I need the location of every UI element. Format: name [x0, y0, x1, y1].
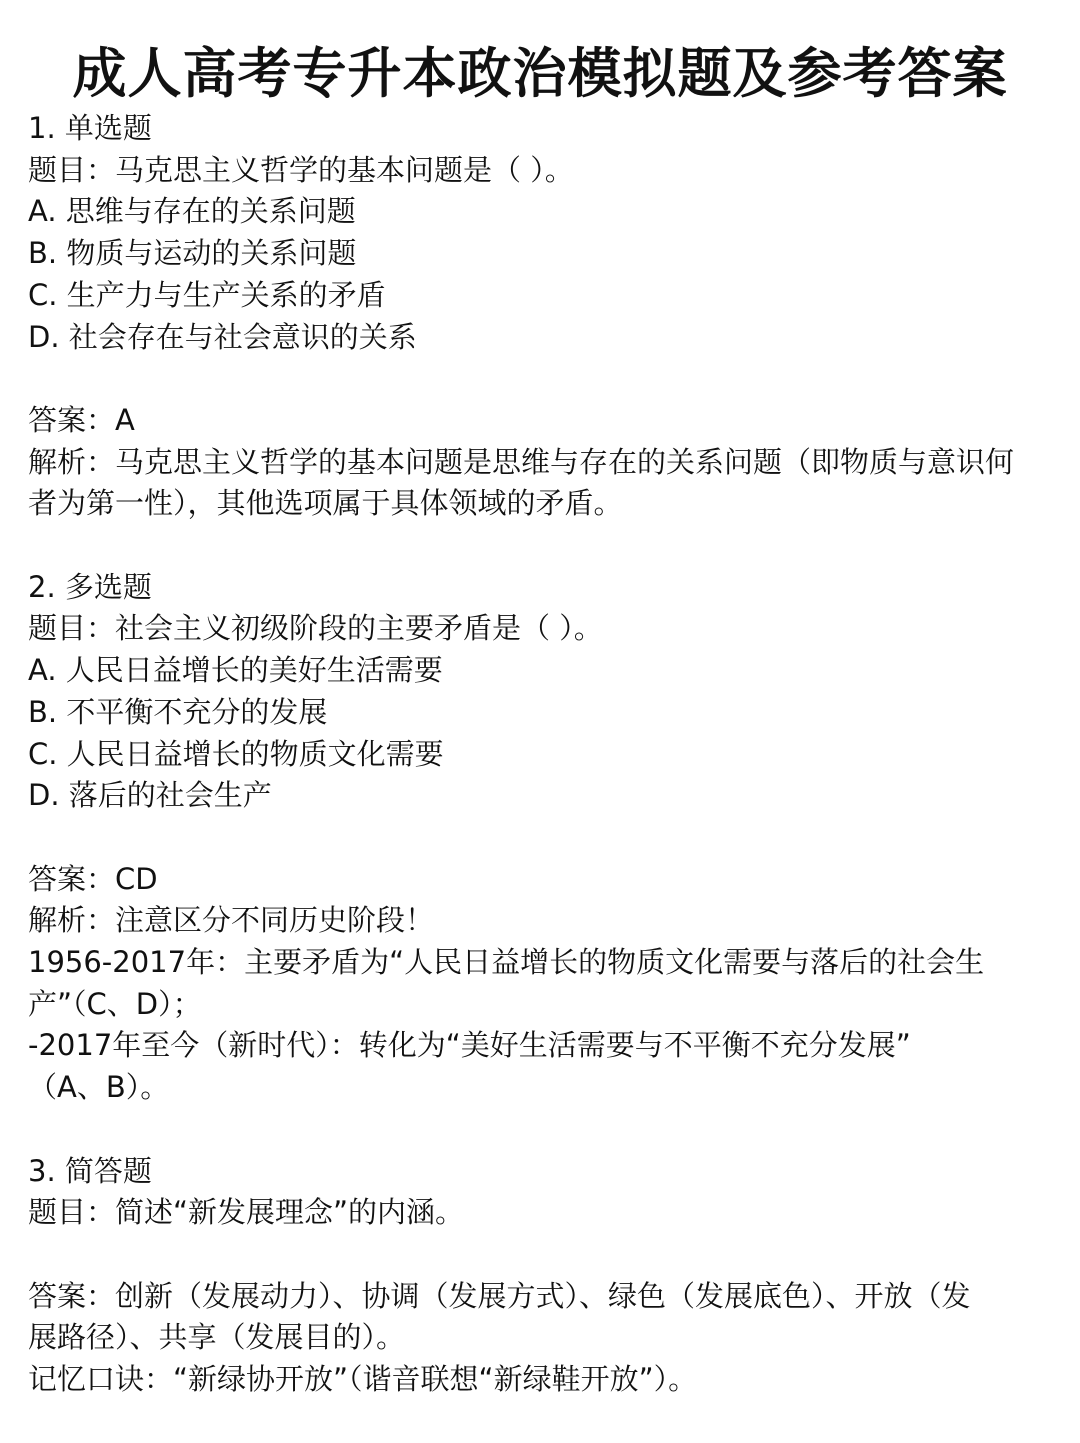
option-d: D. 社会存在与社会意识的关系	[28, 319, 417, 354]
answer-line: 展路径）、共享（发展目的）。	[28, 1320, 406, 1355]
question-2	[28, 567, 1058, 1109]
analysis-line: -2017年至今（新时代）：转化为“美好生活需要与不平衡不充分发展”	[28, 1028, 911, 1063]
spacer	[28, 525, 1058, 567]
option-b: B. 不平衡不充分的发展	[28, 694, 328, 729]
option-a: A. 思维与存在的关系问题	[28, 194, 356, 229]
question-3	[28, 1151, 1058, 1401]
option-d: D. 落后的社会生产	[28, 778, 272, 813]
spacer	[28, 1234, 1058, 1276]
spacer	[28, 358, 1058, 400]
answer-line: 答案：A	[28, 402, 135, 437]
document-body	[28, 108, 1058, 1401]
spacer	[28, 817, 1058, 859]
analysis-line: 解析：马克思主义哲学的基本问题是思维与存在的关系问题（即物质与意识何	[28, 444, 1015, 479]
option-c: C. 人民日益增长的物质文化需要	[28, 736, 444, 771]
question-prompt: 题目：简述“新发展理念”的内涵。	[28, 1195, 465, 1230]
spacer	[28, 1109, 1058, 1151]
mnemonic-line: 记忆口诀：“新绿协开放”（谐音联想“新绿鞋开放”）。	[28, 1362, 698, 1397]
page-title: 成人高考专升本政治模拟题及参考答案	[72, 42, 1008, 105]
option-a: A. 人民日益增长的美好生活需要	[28, 653, 443, 688]
option-c: C. 生产力与生产关系的矛盾	[28, 277, 386, 312]
analysis-line: 解析：注意区分不同历史阶段！	[28, 903, 435, 938]
answer-line: 答案：创新（发展动力）、协调（发展方式）、绿色（发展底色）、开放（发	[28, 1278, 971, 1313]
analysis-line: 1956-2017年：主要矛盾为“人民日益增长的物质文化需要与落后的社会生	[28, 945, 985, 980]
analysis-line: 者为第一性），其他选项属于具体领域的矛盾。	[28, 486, 623, 521]
question-1	[28, 108, 1058, 525]
question-prompt: 题目：社会主义初级阶段的主要矛盾是（ ）。	[28, 611, 603, 646]
analysis-line: （A、B）。	[28, 1070, 170, 1105]
question-prompt: 题目：马克思主义哲学的基本问题是（ ）。	[28, 152, 574, 187]
question-heading: 2. 多选题	[28, 569, 152, 604]
option-b: B. 物质与运动的关系问题	[28, 236, 357, 271]
question-heading: 1. 单选题	[28, 111, 152, 145]
question-heading: 3. 简答题	[28, 1153, 152, 1188]
answer-line: 答案：CD	[28, 861, 158, 896]
analysis-line: 产”（C、D）；	[28, 986, 202, 1021]
